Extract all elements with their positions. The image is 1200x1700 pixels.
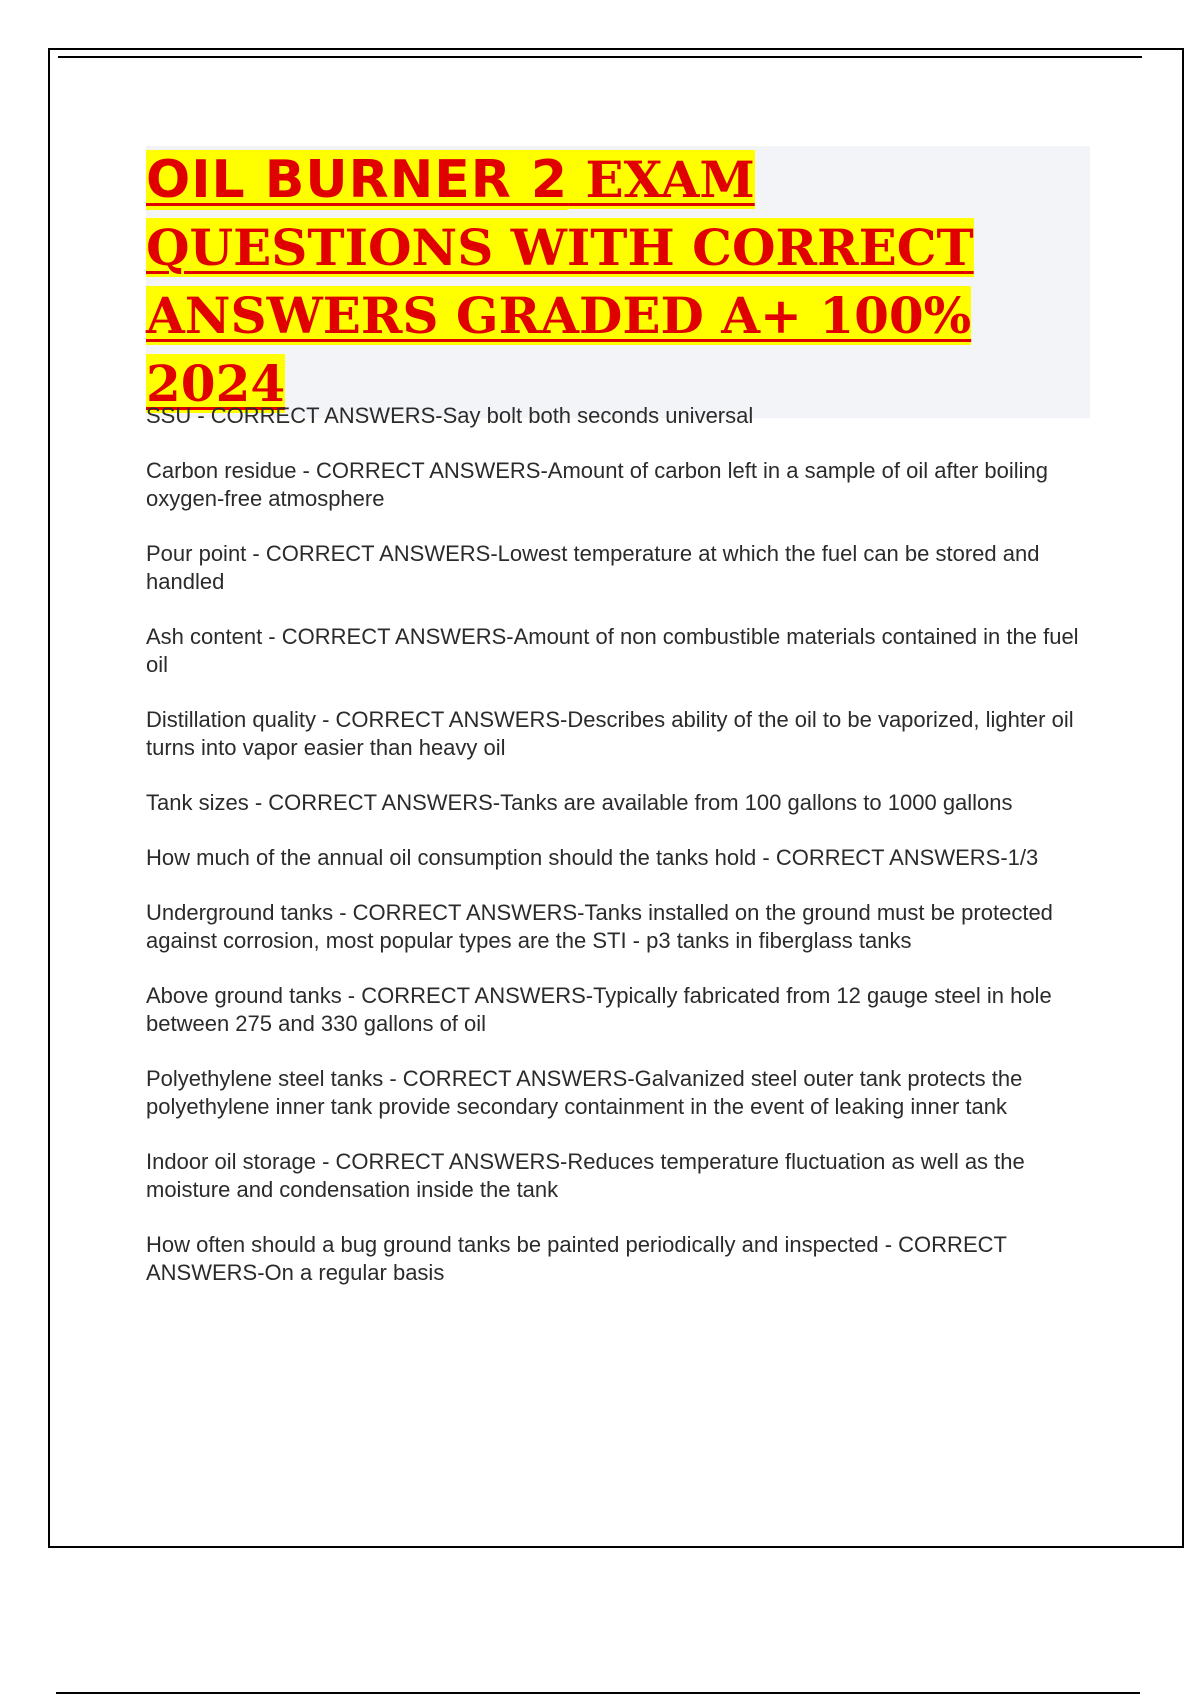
page-title — [146, 146, 1090, 418]
qa-item: Tank sizes - CORRECT ANSWERS-Tanks are available from 100 gallons to 1000 gallons — [146, 790, 1013, 815]
bottom-rule — [56, 1692, 1140, 1694]
title-part-1: OIL BURNER 2 — [146, 150, 569, 210]
qa-item: How often should a bug ground tanks be painted periodically and inspected - CORRECT ANSWERS-On a regular basis — [146, 1232, 1007, 1285]
qa-item: SSU - CORRECT ANSWERS-Say bolt both seconds universal — [146, 403, 754, 428]
qa-item: Polyethylene steel tanks - CORRECT ANSWERS-Galvanized steel outer tank protects the polyethylene inner tank provide secondary containment in the event of leaking inner tank — [146, 1066, 1023, 1119]
qa-item: Ash content - CORRECT ANSWERS-Amount of non combustible materials contained in the fuel oil — [146, 624, 1079, 677]
qa-item: Above ground tanks - CORRECT ANSWERS-Typically fabricated from 12 gauge steel in hole between 275 and 330 gallons of oil — [146, 983, 1052, 1036]
title-block — [146, 146, 1090, 418]
qa-item: Distillation quality - CORRECT ANSWERS-Describes ability of the oil to be vaporized, lighter oil turns into vapor easier than heavy oil — [146, 707, 1074, 760]
title-part-2: EXAM QUESTIONS WITH CORRECT ANSWERS GRADED A+ 100% 2024 — [146, 150, 974, 413]
qa-item: Underground tanks - CORRECT ANSWERS-Tanks installed on the ground must be protected against corrosion, most popular types are the STI - p3 tanks in fiberglass tanks — [146, 900, 1053, 953]
qa-list — [146, 402, 1102, 1314]
qa-item: Indoor oil storage - CORRECT ANSWERS-Reduces temperature fluctuation as well as the moisture and condensation inside the tank — [146, 1149, 1025, 1202]
top-rule — [58, 56, 1142, 58]
page-frame — [48, 48, 1184, 1548]
qa-item: Carbon residue - CORRECT ANSWERS-Amount of carbon left in a sample of oil after boiling oxygen-free atmosphere — [146, 458, 1048, 511]
qa-item: How much of the annual oil consumption should the tanks hold - CORRECT ANSWERS-1/3 — [146, 845, 1039, 870]
qa-item: Pour point - CORRECT ANSWERS-Lowest temperature at which the fuel can be stored and handled — [146, 541, 1040, 594]
